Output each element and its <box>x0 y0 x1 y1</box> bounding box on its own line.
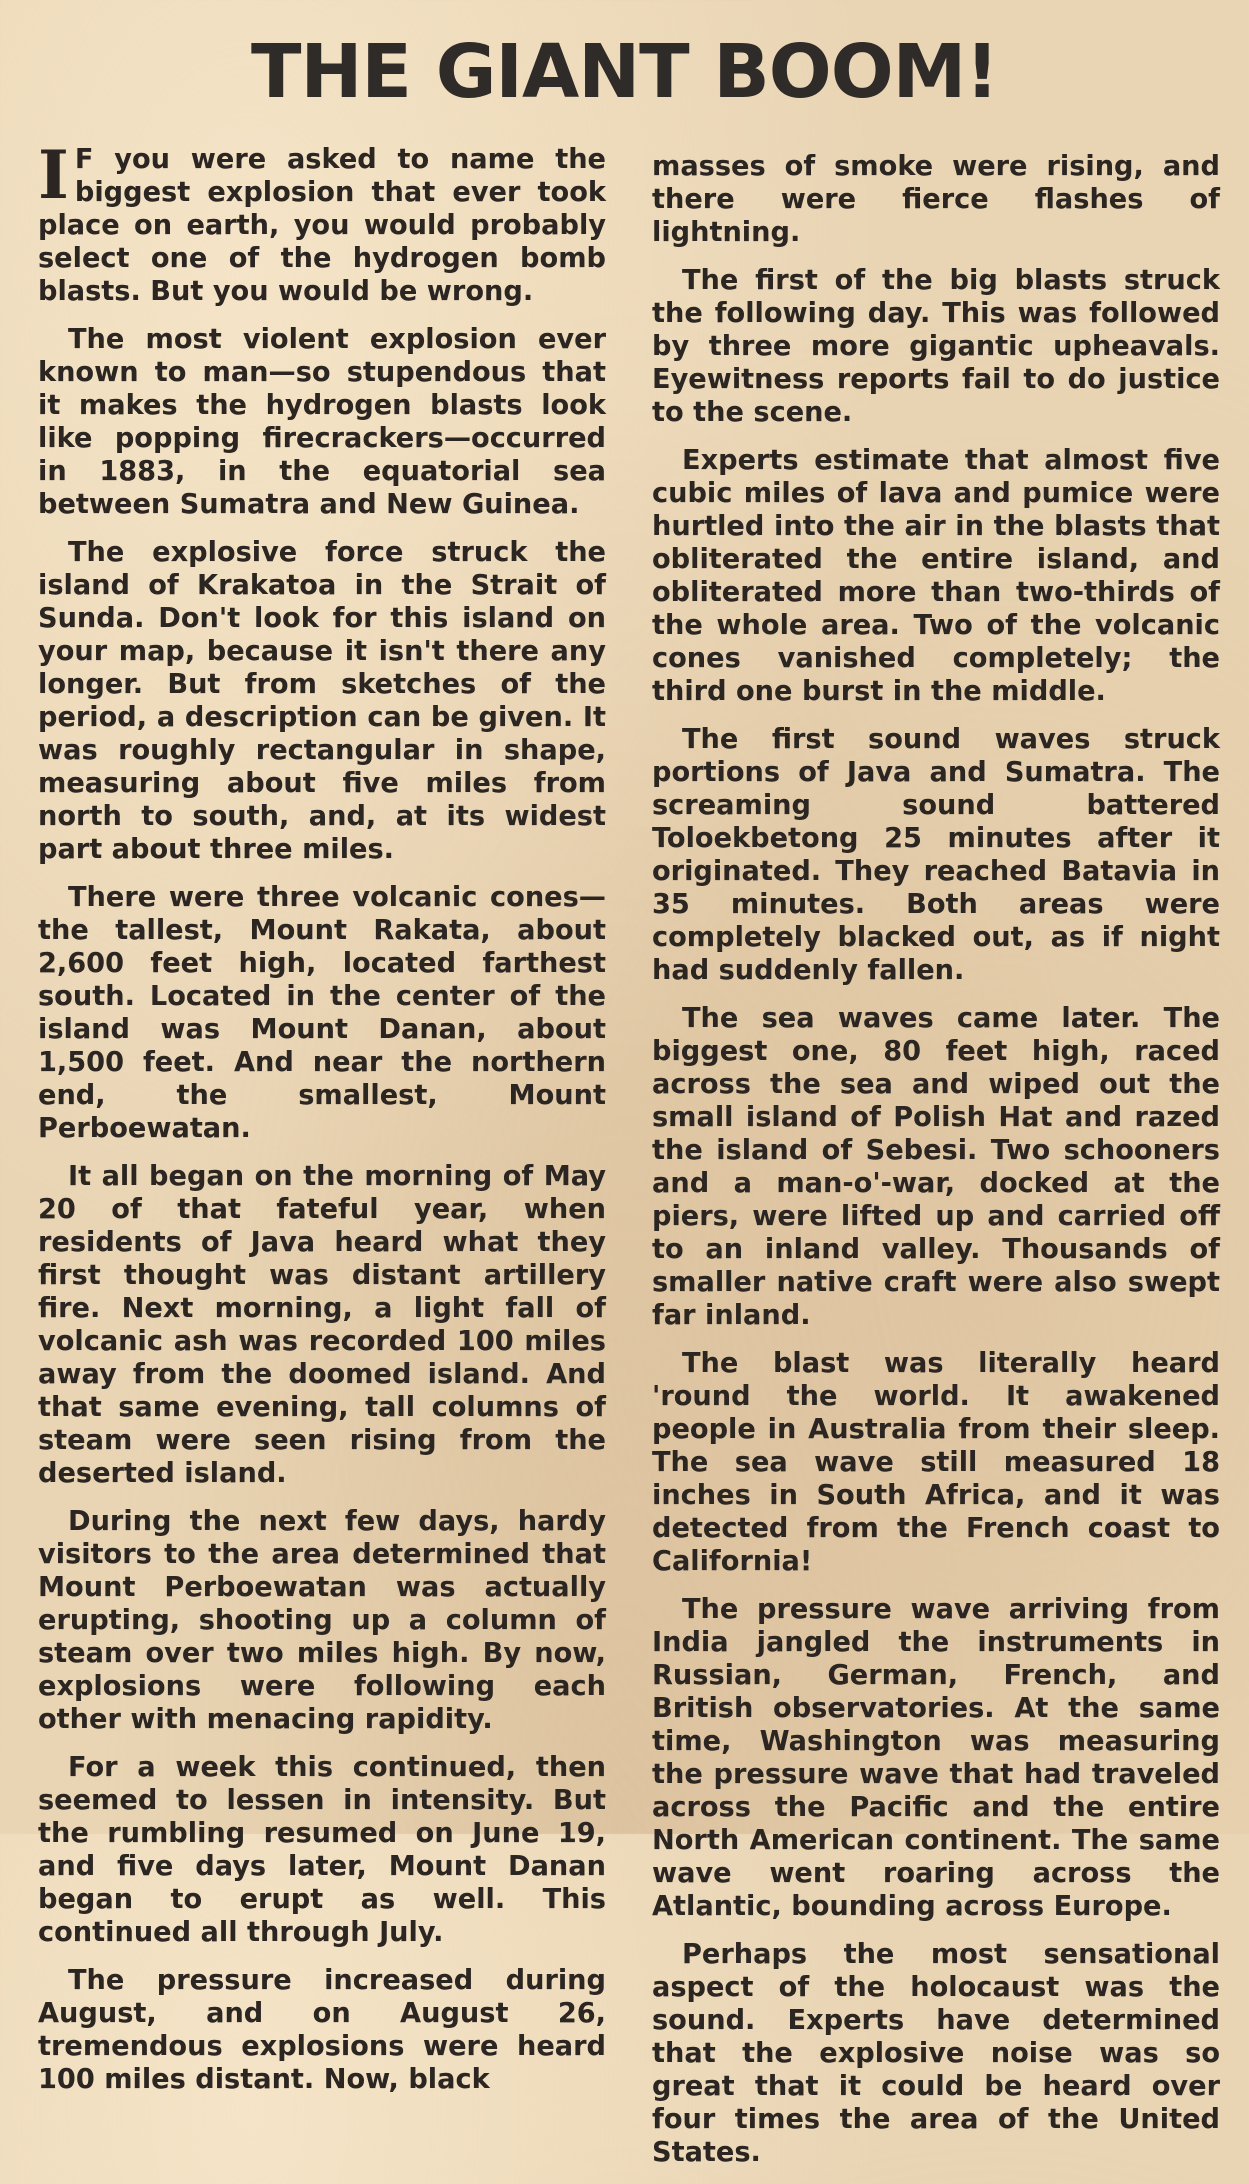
drop-cap: I <box>38 136 69 214</box>
paragraph: The pressure increased during August, and on August 26, tremendous explosions were heard 100 miles distant. Now, black <box>38 1965 606 2095</box>
paragraph: The first sound waves struck portions of Java and Sumatra. The screaming sound battered Toloekbetong 25 minutes after it originated. They reached Batavia in 35 minutes. Both areas were completely blacked out, as if night had suddenly fallen. <box>652 724 1220 986</box>
right-column <box>652 150 1220 2184</box>
paragraph: The explosive force struck the island of Krakatoa in the Strait of Sunda. Don't look for this island on your map, because it isn't there any longer. But from sketches of the period, a description can be given. It was roughly rectangular in shape, measuring about five miles from north to south, and, at its widest part about three miles. <box>38 537 606 865</box>
paragraph <box>38 136 606 308</box>
paragraph: The first of the big blasts struck the following day. This was followed by three more gigantic upheavals. Eyewitness reports fail to do justice to the scene. <box>652 265 1220 428</box>
paragraph: There were three volcanic cones—the tallest, Mount Rakata, about 2,600 feet high, located farthest south. Located in the center of the island was Mount Danan, about 1,500 feet. And near the northern end, the smallest, Mount Perboewatan. <box>38 882 606 1144</box>
paragraph: The pressure wave arriving from India jangled the instruments in Russian, German, French, and British observatories. At the same time, Washington was measuring the pressure wave that had traveled across the Pacific and the entire North American continent. The same wave went roaring across the Atlantic, bounding across Europe. <box>652 1594 1220 1922</box>
paragraph-text: F you were asked to name the biggest explosion that ever took place on earth, you would probably select one of the hydrogen bomb blasts. But you would be wrong. <box>38 144 606 307</box>
paragraph: The blast was literally heard 'round the world. It awakened people in Australia from their sleep. The sea wave still measured 18 inches in South Africa, and it was detected from the French coast to California! <box>652 1348 1220 1577</box>
paragraph: During the next few days, hardy visitors to the area determined that Mount Perboewatan was actually erupting, shooting up a column of steam over two miles high. By now, explosions were following each other with menacing rapidity. <box>38 1506 606 1735</box>
paragraph: Perhaps the most sensational aspect of the holocaust was the sound. Experts have determined that the explosive noise was so great that it could be heard over four times the area of the United States. <box>652 1939 1220 2168</box>
paragraph: Experts estimate that almost five cubic miles of lava and pumice were hurtled into the air in the blasts that obliterated the entire island, and obliterated more than two-thirds of the whole area. Two of the volcanic cones vanished completely; the third one burst in the middle. <box>652 445 1220 707</box>
paragraph: It all began on the morning of May 20 of that fateful year, when residents of Java heard what they first thought was distant artillery fire. Next morning, a light fall of volcanic ash was recorded 100 miles away from the doomed island. And that same evening, tall columns of steam were seen rising from the deserted island. <box>38 1161 606 1489</box>
paragraph: For a week this continued, then seemed to lessen in intensity. But the rumbling resumed on June 19, and five days later, Mount Danan began to erupt as well. This continued all through July. <box>38 1752 606 1948</box>
paragraph: The sea waves came later. The biggest one, 80 feet high, raced across the sea and wiped out the small island of Polish Hat and razed the island of Sebesi. Two schooners and a man-o'-war, docked at the piers, were lifted up and carried off to an inland valley. Thousands of smaller native craft were also swept far inland. <box>652 1003 1220 1331</box>
paragraph: The most violent explosion ever known to man—so stupendous that it makes the hydrogen blasts look like popping firecrackers—occurred in 1883, in the equatorial sea between Sumatra and New Guinea. <box>38 324 606 520</box>
left-column <box>38 136 606 2111</box>
paragraph: masses of smoke were rising, and there were fierce flashes of lightning. <box>652 151 1220 248</box>
article-title: THE GIANT BOOM! <box>250 29 999 115</box>
